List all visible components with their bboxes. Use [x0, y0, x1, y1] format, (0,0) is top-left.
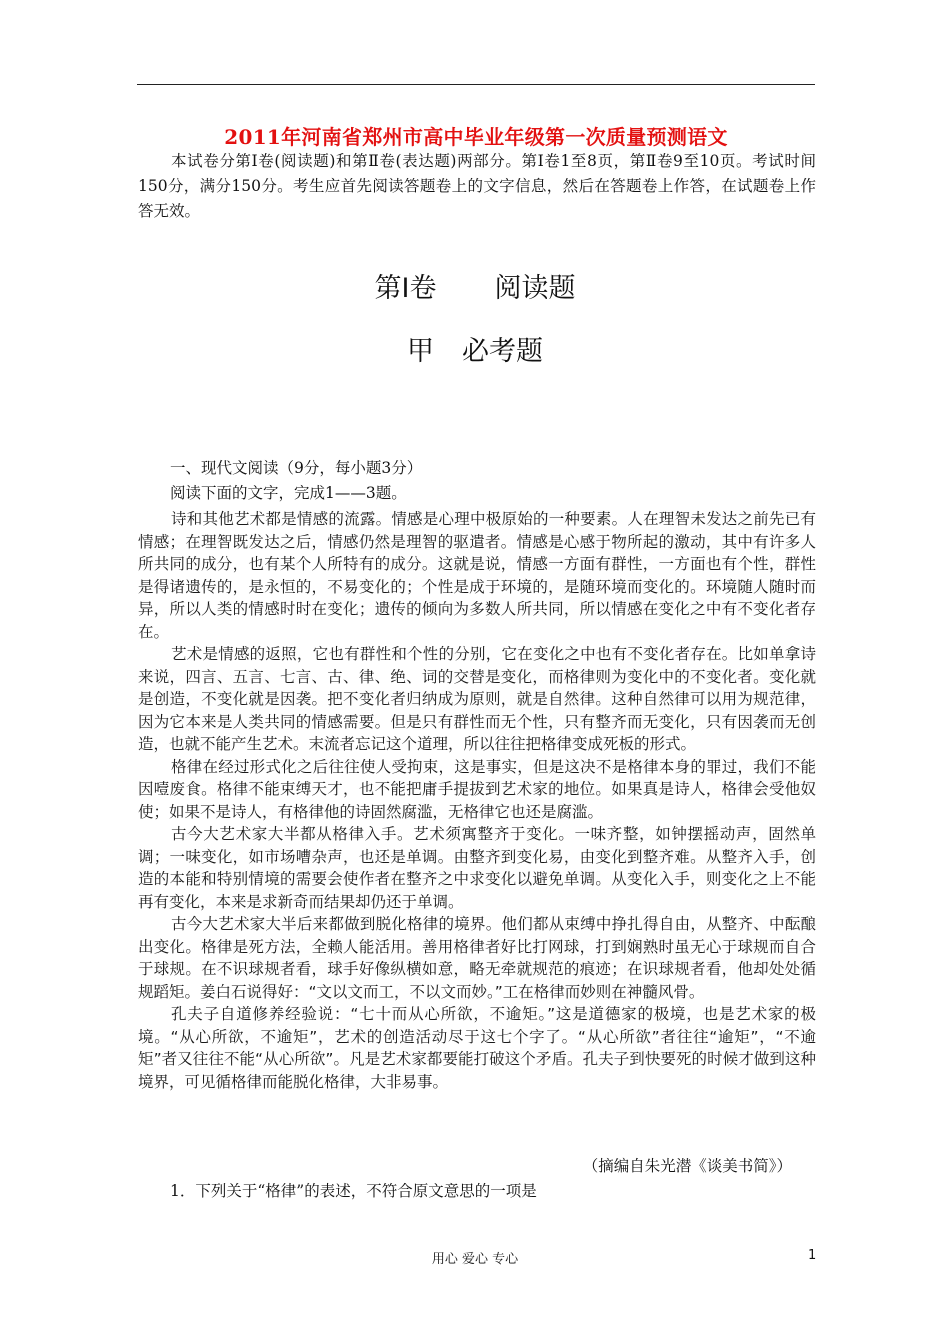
section-name: 必考题 — [462, 336, 543, 367]
page-number: 1 — [808, 1248, 817, 1263]
passage-paragraph: 艺术是情感的返照，它也有群性和个性的分别，它在变化之中也有不变化者存在。比如单拿诗来说，四言、五言、七言、古、律、绝、词的交替是变化，而格律则为变化中的不变化者。变化就是创造，不变化就是因袭。把不变化者归纳成为原则，就是自然律。这种自然律可以用为规范律，因为它本来是人类共同的情感需要。但是只有群性而无个性，只有整齐而无变化，只有因袭而无创造，也就不能产生艺术。末流者忘记这个道理，所以往往把格律变成死板的形式。 — [138, 645, 816, 753]
reading-instruction: 阅读下面的文字，完成1——3题。 — [170, 484, 407, 502]
volume-heading — [0, 266, 950, 305]
passage-source: （摘编自朱光潜《谈美书简》） — [582, 1157, 792, 1175]
passage-paragraph: 古今大艺术家大半后来都做到脱化格律的境界。他们都从束缚中挣扎得自由，从整齐、中酝酿出变化。格律是死方法，全赖人能活用。善用格律者好比打网球，打到娴熟时虽无心于球规而自合于球规。在不识球规者看，球手好像纵横如意，略无牵就规范的痕迹；在识球规者看，他却处处循规蹈矩。姜白石说得好：“文以文而工，不以文而妙。”工在格律而妙则在神髓风骨。 — [138, 915, 816, 1001]
reading-passage — [138, 508, 816, 1093]
passage-paragraph: 格律在经过形式化之后往往使人受拘束，这是事实，但是这决不是格律本身的罪过，我们不能因噎废食。格律不能束缚天才，也不能把庸手提拔到艺术家的地位。如果真是诗人，格律会受他奴使；如果不是诗人，有格律他的诗固然腐滥，无格律它也还是腐滥。 — [138, 757, 816, 821]
section-part: 甲 — [407, 336, 434, 367]
subsection-heading: 一、现代文阅读（9分，每小题3分） — [170, 459, 423, 477]
page-footer: 用心 爱心 专心 — [431, 1252, 519, 1267]
passage-paragraph: 孔夫子自道修养经验说：“七十而从心所欲，不逾矩。”这是道德家的极境，也是艺术家的极境。“从心所欲，不逾矩”，艺术的创造活动尽于这七个字了。“从心所欲”者往往“逾矩”，“不逾矩”者又往往不能“从心所欲”。凡是艺术家都要能打破这个矛盾。孔夫子到快要死的时候才做到这种境界，可见循格律而能脱化格律，大非易事。 — [138, 1005, 816, 1091]
document-title: 2011年河南省郑州市高中毕业年级第一次质量预测语文 — [224, 125, 728, 149]
header-rule — [137, 84, 815, 85]
section-heading — [0, 329, 950, 368]
volume-name: 阅读题 — [494, 273, 576, 304]
question-1: 1．下列关于“格律”的表述，不符合原文意思的一项是 — [170, 1182, 537, 1200]
volume-part: 第Ⅰ卷 — [374, 273, 437, 304]
passage-paragraph: 古今大艺术家大半都从格律入手。艺术须寓整齐于变化。一味齐整，如钟摆摇动声，固然单调；一味变化，如市场嘈杂声，也还是单调。由整齐到变化易，由变化到整齐难。从整齐入手，创造的本能和特别情境的需要会使作者在整齐之中求变化以避免单调。从变化入手，则变化之上不能再有变化，本来是求新奇而结果却仍还于单调。 — [138, 825, 816, 911]
passage-paragraph: 诗和其他艺术都是情感的流露。情感是心理中极原始的一种要素。人在理智未发达之前先已有情感；在理智既发达之后，情感仍然是理智的驱遣者。情感是心感于物所起的激动，其中有许多人所共同的成分，也有某个人所特有的成分。这就是说，情感一方面有群性，一方面也有个性，群性是得诸遗传的，是永恒的，不易变化的；个性是成于环境的，是随环境而变化的。环境随人随时而异，所以人类的情感时时在变化；遗传的倾向为多数人所共同，所以情感在变化之中有不变化者存在。 — [138, 510, 816, 641]
exam-instructions: 本试卷分第Ⅰ卷(阅读题)和第Ⅱ卷(表达题)两部分。第Ⅰ卷1至8页，第Ⅱ卷9至10页。考试时间150分，满分150分。考生应首先阅读答题卷上的文字信息，然后在答题卷上作答，在试题卷上作答无效。 — [138, 152, 816, 220]
